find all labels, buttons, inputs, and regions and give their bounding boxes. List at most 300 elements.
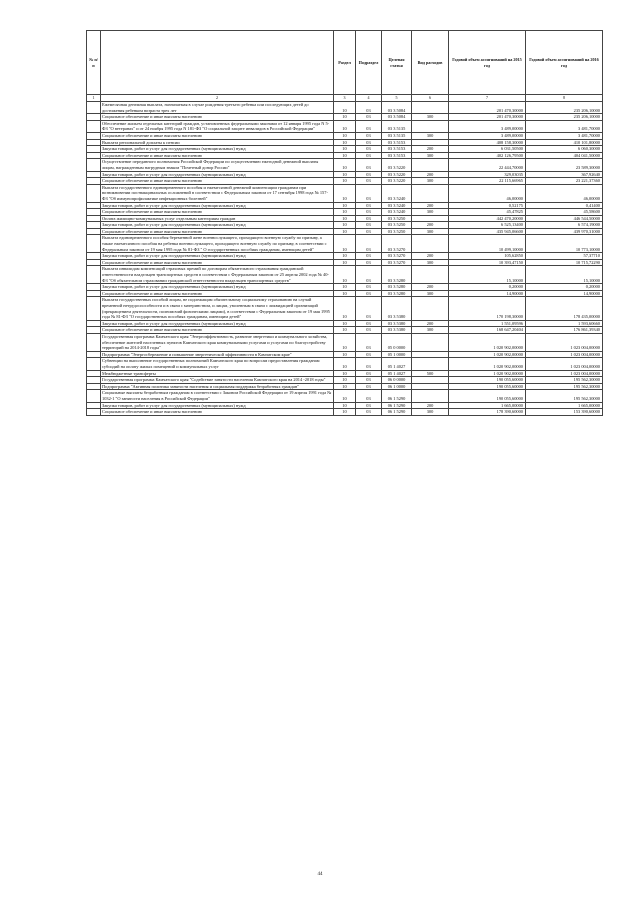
table-row [87,370,603,377]
cell-vid: 200 [412,222,449,229]
col-number: 2 [101,95,334,102]
cell-tselevaya: 03 3 5380 [382,320,412,327]
cell-tselevaya: 06 1 0000 [382,383,412,390]
cell-podrazdel: 03 [356,114,382,121]
header-vid: Вид расходов [412,31,449,95]
cell-vid [412,333,449,351]
cell-razdel: 10 [334,377,356,384]
cell-razdel: 10 [334,266,356,284]
cell-description: Выплата государственного единовременного пособия и ежемесячной денежной компенсации гражданам при возникновении поствакцинальных осложнений в соответствии с Федеральным законом от 17 сентября 1998 года № 157-ФЗ "Об иммунопрофилактике инфекционных болезней" [101,184,334,202]
table-row [87,290,603,297]
cell-description: Государственная программа Камчатского края "Содействие занятости населения Камчатского края на 2014 -2018 годы" [101,377,334,384]
table-row [87,222,603,229]
cell-2015: 22 115,66965 [449,178,526,185]
cell-2015: 442 470,20000 [449,215,526,222]
cell-num [87,114,101,121]
cell-2015: 22 444,70000 [449,159,526,171]
cell-2016: 1 023 004,00000 [526,351,603,358]
col-number: 6 [412,95,449,102]
cell-description: Социальное обеспечение и иные выплаты населению [101,409,334,416]
cell-2016: 57,37710 [526,253,603,260]
cell-2016: 10 715,72290 [526,259,603,266]
cell-tselevaya: 03 3 5220 [382,171,412,178]
table-row [87,139,603,146]
cell-description: Выплата государственных пособий лицам, не подлежащим обязательному социальному страхованию на случай временной нетрудоспособности и в связи с материнством, и лицам, уволенным в связи с ликвидацией организаций (прекращением деятельности, полномочий физическими лицами), в соответствии с Федеральным законом от 19 мая 1995 года № 81-ФЗ "О государственных пособиях гражданам, имеющим детей" [101,297,334,320]
table-row [87,152,603,159]
cell-tselevaya: 05 1 4027 [382,358,412,370]
cell-razdel: 10 [334,290,356,297]
cell-podrazdel: 03 [356,284,382,291]
cell-num [87,290,101,297]
cell-razdel: 10 [334,327,356,334]
cell-razdel: 10 [334,171,356,178]
cell-2015: 10 499,10000 [449,235,526,253]
cell-description: Государственная программа Камчатского края "Энергоэффективность, развитие энергетики и коммунального хозяйства, обеспечение жителей населенных пунктов Камчатского края коммунальными услугами и услугами по благоустройству территорий на 2014-2018 годы" [101,333,334,351]
cell-2016: 10 773,10000 [526,235,603,253]
cell-razdel: 10 [334,228,356,235]
cell-vid: 300 [412,409,449,416]
cell-tselevaya: 06 0 0000 [382,377,412,384]
cell-tselevaya: 03 3 5270 [382,259,412,266]
budget-table [86,30,603,416]
cell-2016: 176 861,39340 [526,327,603,334]
cell-razdel: 10 [334,222,356,229]
table-row [87,284,603,291]
cell-tselevaya: 03 3 5250 [382,215,412,222]
cell-2015: 168 647,20404 [449,327,526,334]
cell-2015: 6 031,50500 [449,146,526,153]
cell-podrazdel: 03 [356,146,382,153]
cell-tselevaya: 05 1 4027 [382,370,412,377]
cell-vid: 200 [412,284,449,291]
cell-num [87,171,101,178]
cell-2016: 178 435,00000 [526,297,603,320]
cell-tselevaya: 03 3 5270 [382,235,412,253]
cell-2016: 446 544,50000 [526,215,603,222]
cell-num [87,284,101,291]
cell-vid: 200 [412,402,449,409]
cell-num [87,402,101,409]
cell-vid: 200 [412,320,449,327]
table-row [87,184,603,202]
cell-tselevaya: 03 3 5240 [382,202,412,209]
cell-2015: 178 390,60000 [449,409,526,416]
table-row [87,102,603,114]
cell-2015: 329,03035 [449,171,526,178]
cell-num [87,351,101,358]
cell-description: Социальное обеспечение и иные выплаты населению [101,209,334,216]
cell-2016: 15,10000 [526,266,603,284]
cell-tselevaya: 03 3 5153 [382,146,412,153]
header-desc [101,31,334,95]
cell-2016: 6 060,30000 [526,146,603,153]
cell-vid [412,351,449,358]
cell-num [87,146,101,153]
cell-description: Субвенции на выполнение государственных полномочий Камчатского края по вопросам предоставления гражданам субсидий на оплату жилых помещений и коммунальных услуг [101,358,334,370]
cell-podrazdel: 03 [356,390,382,402]
cell-description: Закупка товаров, работ и услуг для государственных (муниципальных) нужд [101,171,334,178]
cell-vid [412,215,449,222]
cell-2015: 6 525,13400 [449,222,526,229]
cell-vid [412,235,449,253]
header-podrazdel: Подраздел [356,31,382,95]
cell-2016: 46,00000 [526,184,603,202]
cell-podrazdel: 03 [356,266,382,284]
cell-2015: 402 126,79500 [449,152,526,159]
cell-podrazdel: 03 [356,159,382,171]
cell-tselevaya: 03 3 5153 [382,152,412,159]
cell-podrazdel: 03 [356,358,382,370]
table-row [87,120,603,132]
cell-2016: 439 970,31000 [526,228,603,235]
cell-description: Межбюджетные трансферты [101,370,334,377]
cell-podrazdel: 03 [356,351,382,358]
cell-2016: 153 390,60000 [526,409,603,416]
header-num: № п/п [87,31,101,95]
cell-vid [412,390,449,402]
cell-2015: 408 158,30000 [449,139,526,146]
table-row [87,171,603,178]
cell-2016: 3 481,70000 [526,132,603,139]
cell-razdel: 10 [334,159,356,171]
cell-podrazdel: 03 [356,222,382,229]
cell-2015: 0,20000 [449,284,526,291]
cell-2015: 1 020 902,00000 [449,370,526,377]
cell-num [87,333,101,351]
cell-2016: 3 481,70000 [526,120,603,132]
cell-vid: 300 [412,259,449,266]
cell-num [87,297,101,320]
cell-num [87,178,101,185]
cell-2016: 410 101,80000 [526,139,603,146]
cell-podrazdel: 03 [356,152,382,159]
cell-tselevaya: 03 3 5270 [382,253,412,260]
cell-2016: 1 593,60660 [526,320,603,327]
cell-2016: 1 023 004,00000 [526,333,603,351]
cell-tselevaya: 03 3 5280 [382,290,412,297]
cell-num [87,202,101,209]
cell-num [87,390,101,402]
col-number: 8 [526,95,603,102]
cell-vid [412,383,449,390]
table-row [87,390,603,402]
cell-num [87,102,101,114]
cell-razdel: 10 [334,409,356,416]
cell-description: Осуществление переданного полномочия Российской Федерации по осуществлению ежегодной денежной выплаты лицам, награжденным нагрудным знаком "Почетный донор России" [101,159,334,171]
cell-2016: 0,20000 [526,284,603,291]
cell-description: Выплата единовременного пособия беременной жене военнослужащего, проходящего военную службу по призыву, а также ежемесячного пособия на ребенка военнослужащего, проходящего военную службу по призыву, в соответствии с Федеральным законом от 19 мая 1995 года № 81-ФЗ " О государственных пособиях гражданам, имеющим детей" [101,235,334,253]
cell-2016: 195 562,30000 [526,390,603,402]
cell-razdel: 10 [334,152,356,159]
cell-description: Социальные выплаты безработным гражданам в соответствии с Законом Российской Федерации от 19 апреля 1991 года № 1032-1 "О занятости населения в Российской Федерации" [101,390,334,402]
cell-2016: 367,92640 [526,171,603,178]
col-number: 7 [449,95,526,102]
cell-2016: 1 023 004,00000 [526,358,603,370]
cell-podrazdel: 03 [356,120,382,132]
cell-tselevaya: 03 3 5084 [382,102,412,114]
cell-vid: 200 [412,146,449,153]
cell-podrazdel: 03 [356,377,382,384]
cell-description: Социальное обеспечение и иные выплаты населению [101,132,334,139]
cell-vid [412,266,449,284]
cell-2015: 14,90000 [449,290,526,297]
table-row [87,259,603,266]
cell-razdel: 10 [334,383,356,390]
cell-description: Закупка товаров, работ и услуг для государственных (муниципальных) нужд [101,284,334,291]
cell-2015: 190 055,60000 [449,390,526,402]
cell-razdel: 10 [334,215,356,222]
cell-2015: 201 470,30000 [449,114,526,121]
cell-description: Выплата региональной доплаты к пенсии [101,139,334,146]
table-row [87,178,603,185]
cell-vid: 300 [412,178,449,185]
cell-2016: 23 589,30000 [526,159,603,171]
cell-description: Закупка товаров, работ и услуг для государственных (муниципальных) нужд [101,146,334,153]
cell-podrazdel: 03 [356,184,382,202]
cell-description: Оплата жилищно-коммунальных услуг отдельным категориям граждан [101,215,334,222]
cell-tselevaya: 03 3 5153 [382,139,412,146]
cell-razdel: 10 [334,120,356,132]
cell-description: Выплата инвалидам компенсаций страховых премий по договорам обязательного страхования гражданской ответственности владельцев транспортных средств в соответствии с Федеральным законом от 25 апреля 2002 года № 40-ФЗ "Об обязательном страховании гражданской ответственности владельцев транспортных средств" [101,266,334,284]
cell-vid: 500 [412,370,449,377]
cell-tselevaya: 05 1 0000 [382,351,412,358]
cell-vid: 300 [412,290,449,297]
cell-description: Социальное обеспечение и иные выплаты населению [101,228,334,235]
cell-razdel: 10 [334,202,356,209]
cell-vid [412,297,449,320]
cell-num [87,253,101,260]
cell-vid: 200 [412,202,449,209]
cell-description: Социальное обеспечение и иные выплаты населению [101,290,334,297]
cell-tselevaya: 03 3 5250 [382,222,412,229]
cell-num [87,409,101,416]
table-row [87,297,603,320]
cell-vid: 200 [412,171,449,178]
cell-podrazdel: 03 [356,132,382,139]
cell-podrazdel: 03 [356,402,382,409]
cell-description: Ежемесячная денежная выплата, назначаемая в случае рождения третьего ребенка или последующих детей до достижения ребенком возраста трех лет [101,102,334,114]
cell-tselevaya: 03 3 5084 [382,114,412,121]
cell-description: Закупка товаров, работ и услуг для государственных (муниципальных) нужд [101,402,334,409]
cell-2016: 6 574,19000 [526,222,603,229]
cell-2015: 190 055,60000 [449,377,526,384]
table-row [87,235,603,253]
cell-razdel: 10 [334,390,356,402]
cell-podrazdel: 03 [356,235,382,253]
cell-2015: 1 020 902,00000 [449,333,526,351]
cell-vid: 300 [412,114,449,121]
table-row [87,253,603,260]
cell-razdel: 10 [334,297,356,320]
table-row [87,327,603,334]
header-row [87,31,603,95]
col-number: 4 [356,95,382,102]
cell-2016: 195 562,30000 [526,377,603,384]
table-row [87,228,603,235]
table-row [87,377,603,384]
cell-2015: 3 489,00000 [449,120,526,132]
cell-tselevaya: 03 3 5220 [382,159,412,171]
cell-razdel: 10 [334,402,356,409]
cell-podrazdel: 03 [356,320,382,327]
cell-tselevaya: 05 0 0000 [382,333,412,351]
cell-tselevaya: 03 3 5280 [382,284,412,291]
cell-tselevaya: 03 3 5240 [382,184,412,202]
cell-2016: 404 041,50000 [526,152,603,159]
page-number: 44 [317,872,323,877]
cell-2015: 0,52175 [449,202,526,209]
cell-num [87,266,101,284]
cell-num [87,327,101,334]
cell-description: Закупка товаров, работ и услуг для государственных (муниципальных) нужд [101,253,334,260]
cell-podrazdel: 03 [356,333,382,351]
cell-podrazdel: 03 [356,327,382,334]
header-tselevaya: Целевая статья [382,31,412,95]
table-row [87,320,603,327]
cell-num [87,120,101,132]
table-row [87,383,603,390]
col-number: 1 [87,95,101,102]
cell-podrazdel: 03 [356,215,382,222]
cell-description: Закупка товаров, работ и услуг для государственных (муниципальных) нужд [101,202,334,209]
cell-2015: 170 198,30000 [449,297,526,320]
cell-vid: 300 [412,209,449,216]
cell-num [87,383,101,390]
budget-table-page [86,30,602,416]
cell-vid [412,377,449,384]
cell-tselevaya: 03 3 5240 [382,209,412,216]
cell-num [87,209,101,216]
cell-2015: 45,47825 [449,209,526,216]
cell-description: Подпрограмма "Энергосбережение и повышение энергетической эффективности в Камчатском крае" [101,351,334,358]
cell-vid [412,159,449,171]
cell-razdel: 10 [334,333,356,351]
cell-razdel: 10 [334,114,356,121]
cell-num [87,320,101,327]
cell-vid: 300 [412,327,449,334]
col-number: 3 [334,95,356,102]
cell-description: Социальное обеспечение и иные выплаты населению [101,327,334,334]
table-row [87,159,603,171]
cell-tselevaya: 03 3 5280 [382,266,412,284]
cell-razdel: 10 [334,259,356,266]
cell-podrazdel: 03 [356,228,382,235]
cell-podrazdel: 03 [356,171,382,178]
cell-tselevaya: 03 3 5380 [382,297,412,320]
cell-razdel: 10 [334,132,356,139]
header-razdel: Раздел [334,31,356,95]
cell-tselevaya: 03 3 5135 [382,132,412,139]
cell-vid [412,184,449,202]
cell-num [87,159,101,171]
cell-vid: 300 [412,132,449,139]
cell-description: Закупка товаров, работ и услуг для государственных (муниципальных) нужд [101,222,334,229]
cell-razdel: 10 [334,351,356,358]
cell-num [87,139,101,146]
table-row [87,202,603,209]
cell-2015: 1 551,09596 [449,320,526,327]
header-2015: Годовой объем ассигнований на 2015 год [449,31,526,95]
cell-description: Социальное обеспечение и иные выплаты населению [101,259,334,266]
cell-2016: 195 562,30000 [526,383,603,390]
cell-2015: 1 665,00000 [449,402,526,409]
table-row [87,409,603,416]
cell-num [87,215,101,222]
table-row [87,351,603,358]
cell-podrazdel: 03 [356,178,382,185]
cell-razdel: 10 [334,235,356,253]
cell-tselevaya: 06 1 5290 [382,409,412,416]
cell-2015: 46,00000 [449,184,526,202]
cell-num [87,358,101,370]
cell-description: Социальное обеспечение и иные выплаты населению [101,178,334,185]
cell-razdel: 10 [334,370,356,377]
table-row [87,209,603,216]
table-row [87,114,603,121]
cell-vid [412,102,449,114]
table-row [87,146,603,153]
cell-podrazdel: 03 [356,383,382,390]
cell-razdel: 10 [334,320,356,327]
table-row [87,266,603,284]
cell-tselevaya: 03 3 5380 [382,327,412,334]
header-2016: Годовой объем ассигнований на 2016 год [526,31,603,95]
cell-podrazdel: 03 [356,290,382,297]
cell-razdel: 10 [334,184,356,202]
cell-2015: 201 470,30000 [449,102,526,114]
cell-tselevaya: 06 1 5290 [382,402,412,409]
cell-2016: 235 206,10000 [526,114,603,121]
cell-description: Социальное обеспечение и иные выплаты населению [101,114,334,121]
cell-num [87,235,101,253]
col-number: 5 [382,95,412,102]
cell-vid [412,358,449,370]
cell-podrazdel: 03 [356,139,382,146]
cell-razdel: 10 [334,209,356,216]
cell-razdel: 10 [334,139,356,146]
cell-razdel: 10 [334,102,356,114]
cell-num [87,222,101,229]
cell-podrazdel: 03 [356,297,382,320]
cell-num [87,377,101,384]
cell-podrazdel: 03 [356,259,382,266]
cell-2015: 435 945,06600 [449,228,526,235]
cell-2016: 14,90000 [526,290,603,297]
table-row [87,132,603,139]
cell-tselevaya: 03 3 5135 [382,120,412,132]
cell-2016: 235 206,10000 [526,102,603,114]
cell-2015: 105,62850 [449,253,526,260]
cell-num [87,152,101,159]
cell-2015: 3 489,00000 [449,132,526,139]
cell-razdel: 10 [334,146,356,153]
cell-vid: 200 [412,253,449,260]
cell-2016: 23 221,37360 [526,178,603,185]
cell-2016: 0,41400 [526,202,603,209]
cell-vid: 300 [412,152,449,159]
cell-description: Закупка товаров, работ и услуг для государственных (муниципальных) нужд [101,320,334,327]
cell-2016: 1 665,00000 [526,402,603,409]
cell-razdel: 10 [334,178,356,185]
table-row [87,215,603,222]
cell-2015: 10 393,47150 [449,259,526,266]
cell-podrazdel: 03 [356,370,382,377]
table-row [87,358,603,370]
cell-tselevaya: 03 3 5250 [382,228,412,235]
cell-podrazdel: 03 [356,409,382,416]
cell-razdel: 10 [334,253,356,260]
cell-num [87,132,101,139]
